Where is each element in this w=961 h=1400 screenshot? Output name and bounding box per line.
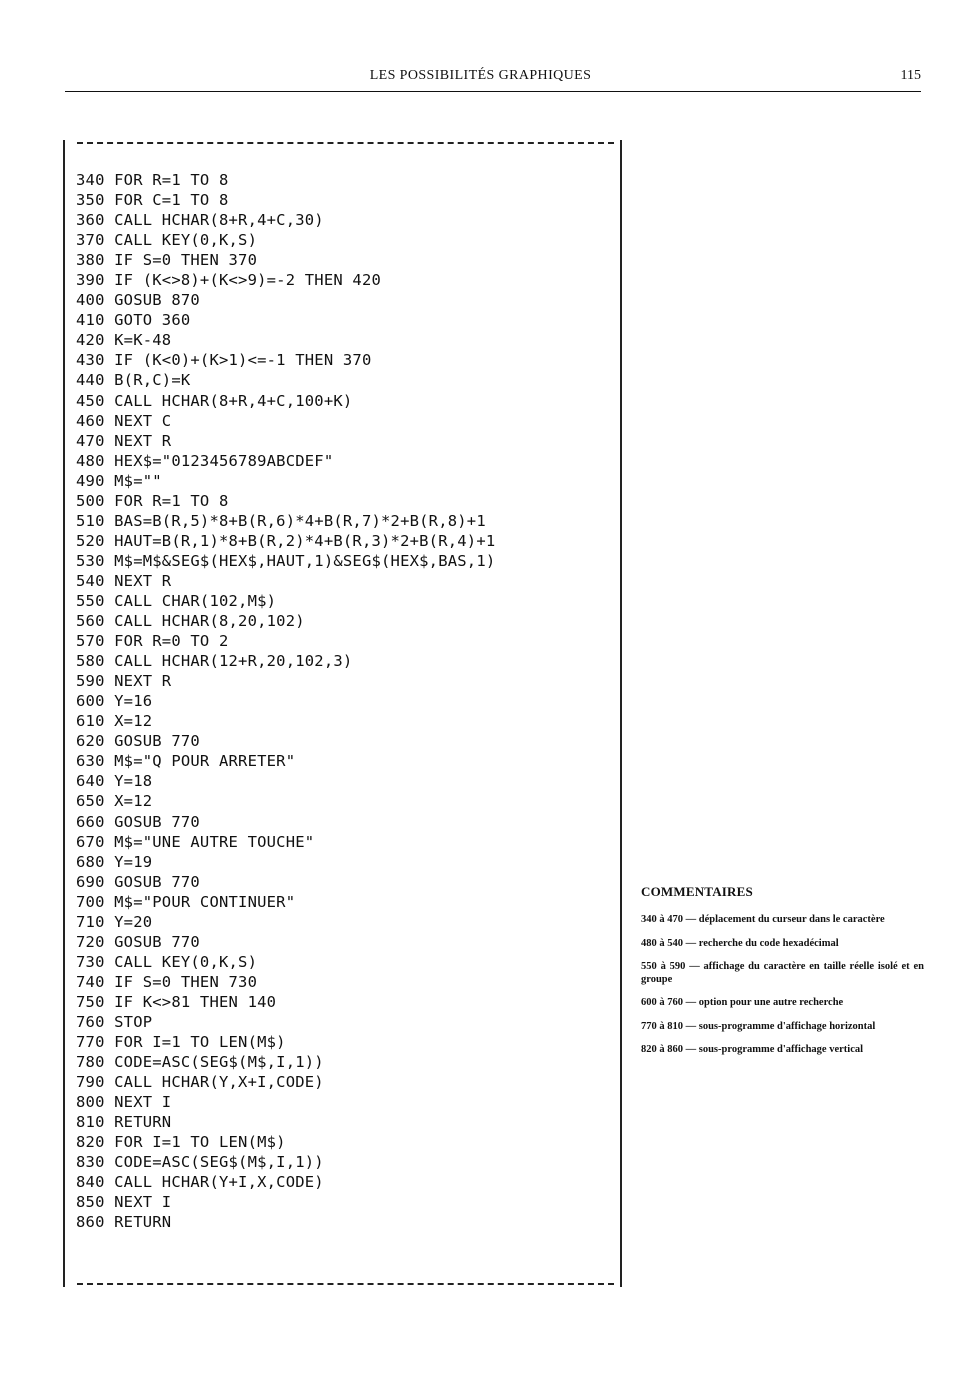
comments-panel [641,884,924,1068]
code-line: 790 CALL HCHAR(Y,X+I,CODE) [76,1073,324,1092]
comment-item: 340 à 470 — déplacement du curseur dans le caractère [641,914,885,925]
code-line: 510 BAS=B(R,5)*8+B(R,6)*4+B(R,7)*2+B(R,8)+1 [76,511,486,530]
code-line: 640 Y=18 [76,772,153,791]
code-line: 450 CALL HCHAR(8+R,4+C,100+K) [76,391,353,410]
code-line: 680 Y=19 [76,852,153,871]
code-line: 360 CALL HCHAR(8+R,4+C,30) [76,211,324,230]
running-title: LES POSSIBILITÉS GRAPHIQUES [369,68,592,83]
code-line: 350 FOR C=1 TO 8 [76,191,229,210]
page-number: 115 [900,68,921,83]
program-listing [76,170,495,1232]
code-line: 370 CALL KEY(0,K,S) [76,231,258,250]
code-line: 770 FOR I=1 TO LEN(M$) [76,1033,286,1052]
code-line: 650 X=12 [76,792,153,811]
header-rule [65,91,921,92]
code-line: 820 FOR I=1 TO LEN(M$) [76,1133,286,1152]
code-line: 800 NEXT I [76,1093,172,1112]
code-line: 340 FOR R=1 TO 8 [76,171,229,189]
code-line: 670 M$="UNE AUTRE TOUCHE" [76,832,315,851]
code-line: 480 HEX$="0123456789ABCDEF" [76,451,334,470]
program-listing-box [63,140,622,1287]
code-line: 750 IF K<>81 THEN 140 [76,992,277,1011]
code-line: 620 GOSUB 770 [76,732,200,751]
code-line: 760 STOP [76,1012,153,1031]
code-line: 810 RETURN [76,1113,172,1132]
code-line: 400 GOSUB 870 [76,291,200,310]
code-line: 580 CALL HCHAR(12+R,20,102,3) [76,652,353,671]
comment-item: 770 à 810 — sous-programme d'affichage horizontal [641,1020,876,1032]
code-line: 500 FOR R=1 TO 8 [76,491,229,510]
code-line: 720 GOSUB 770 [76,932,200,951]
code-line: 440 B(R,C)=K [76,371,191,390]
comments-title: COMMENTAIRES [641,884,753,899]
code-line: 550 CALL CHAR(102,M$) [76,591,277,610]
code-line: 590 NEXT R [76,672,172,691]
code-line: 660 GOSUB 770 [76,812,200,831]
dashed-bottom-border [77,1283,614,1285]
code-line: 610 X=12 [76,712,153,731]
code-line: 860 RETURN [76,1213,172,1232]
code-line: 470 NEXT R [76,431,172,450]
code-line: 850 NEXT I [76,1193,172,1212]
code-line: 730 CALL KEY(0,K,S) [76,952,258,971]
comment-item: 480 à 540 — recherche du code hexadécimal [641,937,839,949]
code-line: 460 NEXT C [76,411,172,430]
code-line: 690 GOSUB 770 [76,872,200,891]
code-line: 540 NEXT R [76,571,172,590]
code-line: 710 Y=20 [76,912,153,931]
comments-list [641,914,924,1057]
code-line: 420 K=K-48 [76,331,172,350]
comment-item: 600 à 760 — option pour une autre recherche [641,997,844,1008]
code-line: 530 M$=M$&SEG$(HEX$,HAUT,1)&SEG$(HEX$,BAS,1) [76,551,496,570]
code-line: 630 M$="Q POUR ARRETER" [76,752,296,771]
dashed-top-border [77,142,614,144]
comment-item: 550 à 590 — affichage du caractère en taille réelle isolé et en groupe [641,961,924,985]
comment-item: 820 à 860 — sous-programme d'affichage vertical [641,1044,864,1055]
code-line: 560 CALL HCHAR(8,20,102) [76,612,305,631]
code-line: 740 IF S=0 THEN 730 [76,972,258,991]
code-line: 840 CALL HCHAR(Y+I,X,CODE) [76,1173,324,1192]
code-line: 490 M$="" [76,471,162,490]
code-line: 600 Y=16 [76,692,153,711]
code-line: 520 HAUT=B(R,1)*8+B(R,2)*4+B(R,3)*2+B(R,4)+1 [76,531,496,550]
code-line: 430 IF (K<0)+(K>1)<=-1 THEN 370 [76,351,372,370]
code-line: 700 M$="POUR CONTINUER" [76,892,296,911]
code-line: 830 CODE=ASC(SEG$(M$,I,1)) [76,1153,324,1172]
code-line: 780 CODE=ASC(SEG$(M$,I,1)) [76,1053,324,1072]
code-line: 570 FOR R=0 TO 2 [76,632,229,651]
code-line: 390 IF (K<>8)+(K<>9)=-2 THEN 420 [76,271,382,290]
code-line: 410 GOTO 360 [76,311,191,330]
code-line: 380 IF S=0 THEN 370 [76,251,258,270]
